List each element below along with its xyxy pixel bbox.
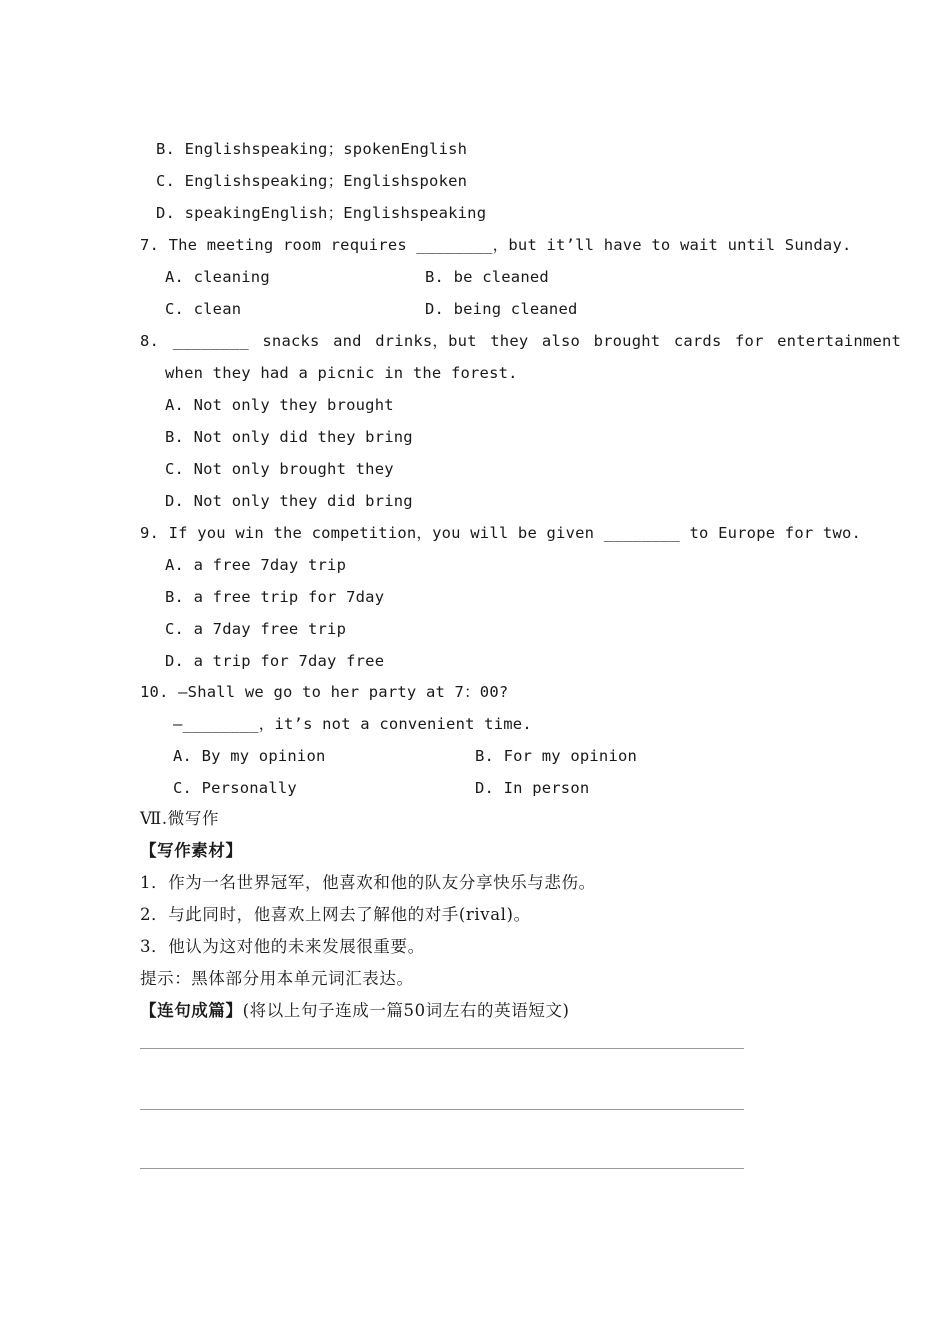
q6-option-c: C. Englishspeaking；Englishspoken [156, 172, 468, 190]
q9-option-d: D. a trip for 7day free [165, 652, 385, 670]
material-item-2: 2．与此同时，他喜欢上网去了解他的对手(rival)。 [140, 905, 531, 924]
q9-option-b: B. a free trip for 7day [165, 588, 385, 606]
material-item-3: 3．他认为这对他的未来发展很重要。 [140, 937, 425, 956]
q10-option-b: B. For my opinion [475, 747, 638, 765]
section-heading: Ⅶ.微写作 [140, 809, 220, 828]
q8-stem-line1: 8. ________ snacks and drinks，but they also brought cards for entertainment [140, 332, 902, 350]
answer-line-2[interactable] [140, 1109, 744, 1110]
q10-stem-line1: 10. —Shall we go to her party at 7：00? [140, 683, 509, 701]
hint: 提示：黑体部分用本单元词汇表达。 [140, 969, 414, 988]
q9-option-c: C. a 7day free trip [165, 620, 347, 638]
q9-stem: 9. If you win the competition，you will be given ________ to Europe for two. [140, 524, 862, 542]
q10-stem-line2: —________，it’s not a convenient time. [173, 715, 532, 733]
material-title: 【写作素材】 [140, 841, 243, 860]
compose-title: 【连句成篇】 [140, 1001, 243, 1020]
q7-option-b: B. be cleaned [425, 268, 549, 286]
compose-heading [140, 1001, 570, 1021]
q8-option-c: C. Not only brought they [165, 460, 394, 478]
answer-line-1[interactable] [140, 1048, 744, 1049]
q10-option-c: C. Personally [173, 779, 297, 797]
q8-option-a: A. Not only they brought [165, 396, 394, 414]
q10-option-a: A. By my opinion [173, 747, 326, 765]
q7-option-d: D. being cleaned [425, 300, 578, 318]
q10-option-d: D. In person [475, 779, 590, 797]
q7-option-c: C. clean [165, 300, 242, 318]
q6-option-d: D. speakingEnglish；Englishspeaking [156, 204, 487, 222]
material-item-1: 1．作为一名世界冠军，他喜欢和他的队友分享快乐与悲伤。 [140, 873, 596, 892]
answer-line-3[interactable] [140, 1168, 744, 1169]
q8-option-d: D. Not only they did bring [165, 492, 413, 510]
q6-option-b: B. Englishspeaking；spokenEnglish [156, 140, 468, 158]
compose-instruction: (将以上句子连成一篇50词左右的英语短文) [242, 1001, 570, 1020]
q8-stem-line2: when they had a picnic in the forest. [165, 364, 518, 382]
q9-option-a: A. a free 7day trip [165, 556, 347, 574]
q7-stem: 7. The meeting room requires ________，but it’ll have to wait until Sunday. [140, 236, 852, 254]
q8-option-b: B. Not only did they bring [165, 428, 413, 446]
q7-option-a: A. cleaning [165, 268, 270, 286]
